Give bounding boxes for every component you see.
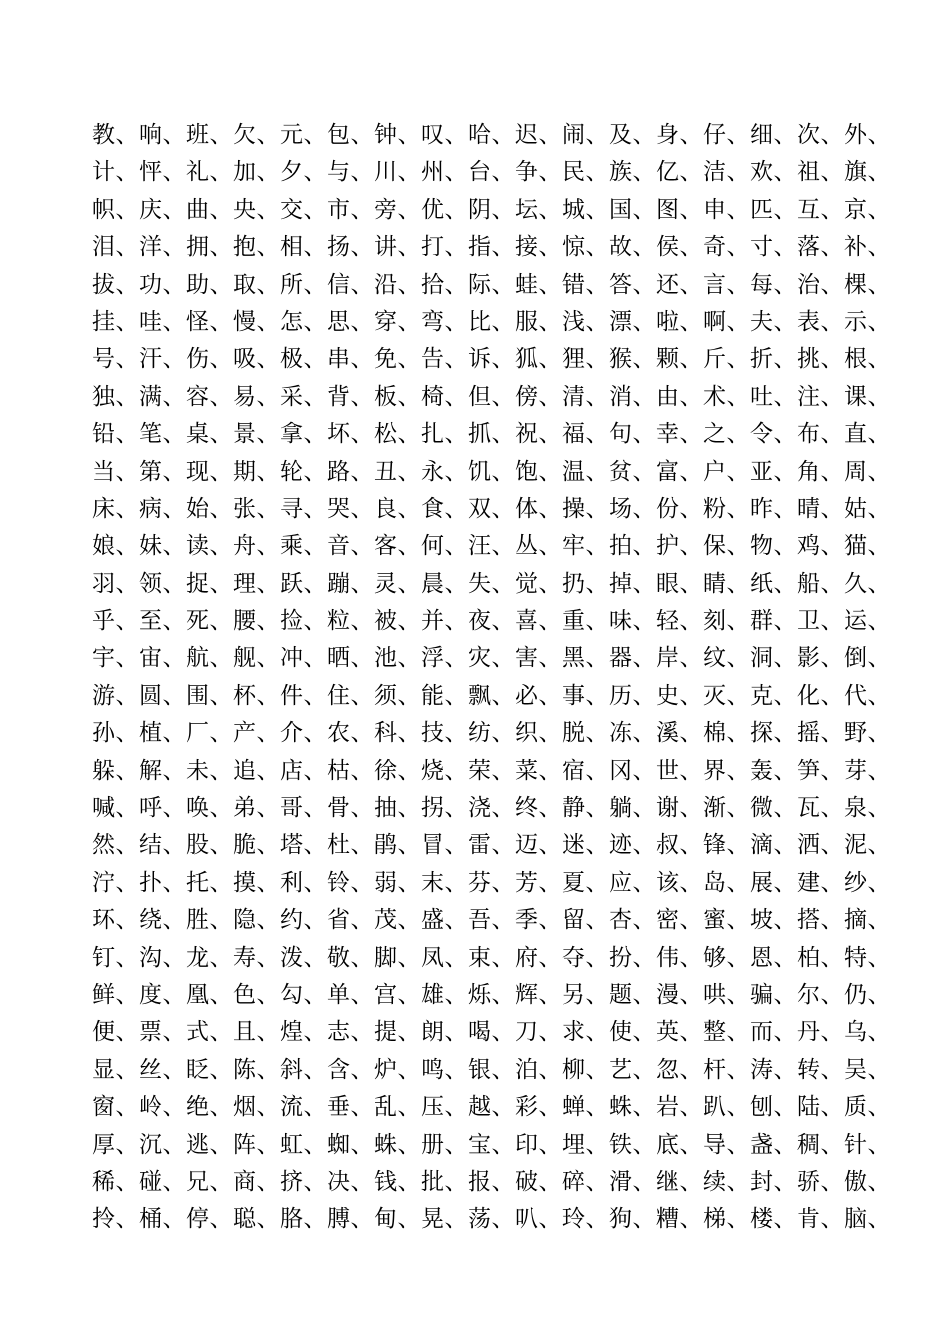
character-row: 拎、桶、停、聪、胳、膊、甸、晃、荡、叭、玲、狗、糟、梯、楼、肯、脑、 — [92, 1206, 891, 1233]
character-row: 铅、笔、桌、景、拿、坏、松、扎、抓、祝、福、句、幸、之、令、布、直、 — [92, 421, 891, 448]
character-row: 孙、植、厂、产、介、农、科、技、纺、织、脱、冻、溪、棉、探、摇、野、 — [92, 720, 891, 747]
character-row: 挂、哇、怪、慢、怎、思、穿、弯、比、服、浅、漂、啦、啊、夫、表、示、 — [92, 308, 891, 335]
character-row: 喊、呼、唤、弟、哥、骨、抽、拐、浇、终、静、躺、谢、渐、微、瓦、泉、 — [92, 795, 891, 822]
character-row: 便、票、式、且、煌、志、提、朗、喝、刀、求、使、英、整、而、丹、乌、 — [92, 1019, 891, 1046]
character-row: 厚、沉、逃、阵、虹、蜘、蛛、册、宝、印、埋、铁、底、导、盏、稠、针、 — [92, 1131, 891, 1158]
character-row: 显、丝、眨、陈、斜、含、炉、鸣、银、泊、柳、艺、忽、杆、涛、转、吴、 — [92, 1056, 891, 1083]
character-row: 然、结、股、脆、塔、杜、鹃、冒、雷、迈、迷、迹、叔、锋、滴、洒、泥、 — [92, 832, 891, 859]
character-row: 泞、扑、托、摸、利、铃、弱、末、芬、芳、夏、应、该、岛、展、建、纱、 — [92, 869, 891, 896]
character-row: 床、病、始、张、寻、哭、良、食、双、体、操、场、份、粉、昨、晴、姑、 — [92, 495, 891, 522]
character-list — [92, 117, 912, 1239]
character-row: 羽、领、捉、理、跃、蹦、灵、晨、失、觉、扔、掉、眼、睛、纸、船、久、 — [92, 570, 891, 597]
character-row: 独、满、容、易、采、背、板、椅、但、傍、清、消、由、术、吐、注、课、 — [92, 383, 891, 410]
character-row: 教、响、班、欠、元、包、钟、叹、哈、迟、闹、及、身、仔、细、次、外、 — [92, 122, 891, 148]
character-row: 游、圆、围、杯、件、住、须、能、飘、必、事、历、史、灭、克、化、代、 — [92, 682, 891, 709]
character-row: 躲、解、未、追、店、枯、徐、烧、荣、菜、宿、冈、世、界、轰、笋、芽、 — [92, 757, 891, 784]
character-row: 计、怦、礼、加、夕、与、川、州、台、争、民、族、亿、洁、欢、祖、旗、 — [92, 159, 891, 186]
character-row: 宇、宙、航、舰、冲、晒、池、浮、灾、害、黑、器、岸、纹、洞、影、倒、 — [92, 645, 891, 672]
character-row: 稀、碰、兄、商、挤、决、钱、批、报、破、碎、滑、继、续、封、骄、傲、 — [92, 1168, 891, 1195]
character-row: 当、第、现、期、轮、路、丑、永、饥、饱、温、贫、富、户、亚、角、周、 — [92, 458, 891, 485]
character-row: 拔、功、助、取、所、信、沿、拾、际、蛙、错、答、还、言、每、治、棵、 — [92, 271, 891, 298]
character-row: 环、绕、胜、隐、约、省、茂、盛、吾、季、留、杏、密、蜜、坡、搭、摘、 — [92, 907, 891, 934]
character-row: 泪、洋、拥、抱、相、扬、讲、打、指、接、惊、故、侯、奇、寸、落、补、 — [92, 234, 891, 261]
character-row: 号、汗、伤、吸、极、串、免、告、诉、狐、狸、猴、颗、斤、折、挑、根、 — [92, 346, 891, 373]
character-row: 窗、岭、绝、烟、流、垂、乱、压、越、彩、蝉、蛛、岩、趴、刨、陆、质、 — [92, 1094, 891, 1121]
character-row: 鲜、度、凰、色、勾、单、宫、雄、烁、辉、另、题、漫、哄、骗、尔、仍、 — [92, 981, 891, 1008]
character-row: 娘、妹、读、舟、乘、音、客、何、汪、丛、牢、拍、护、保、物、鸡、猫、 — [92, 533, 891, 560]
character-row: 钉、沟、龙、寿、泼、敬、脚、凤、束、府、夺、扮、伟、够、恩、柏、特、 — [92, 944, 891, 971]
character-row: 乎、至、死、腰、捡、粒、被、并、夜、喜、重、味、轻、刻、群、卫、运、 — [92, 608, 891, 635]
character-row: 帜、庆、曲、央、交、市、旁、优、阴、坛、城、国、图、申、匹、互、京、 — [92, 196, 891, 223]
